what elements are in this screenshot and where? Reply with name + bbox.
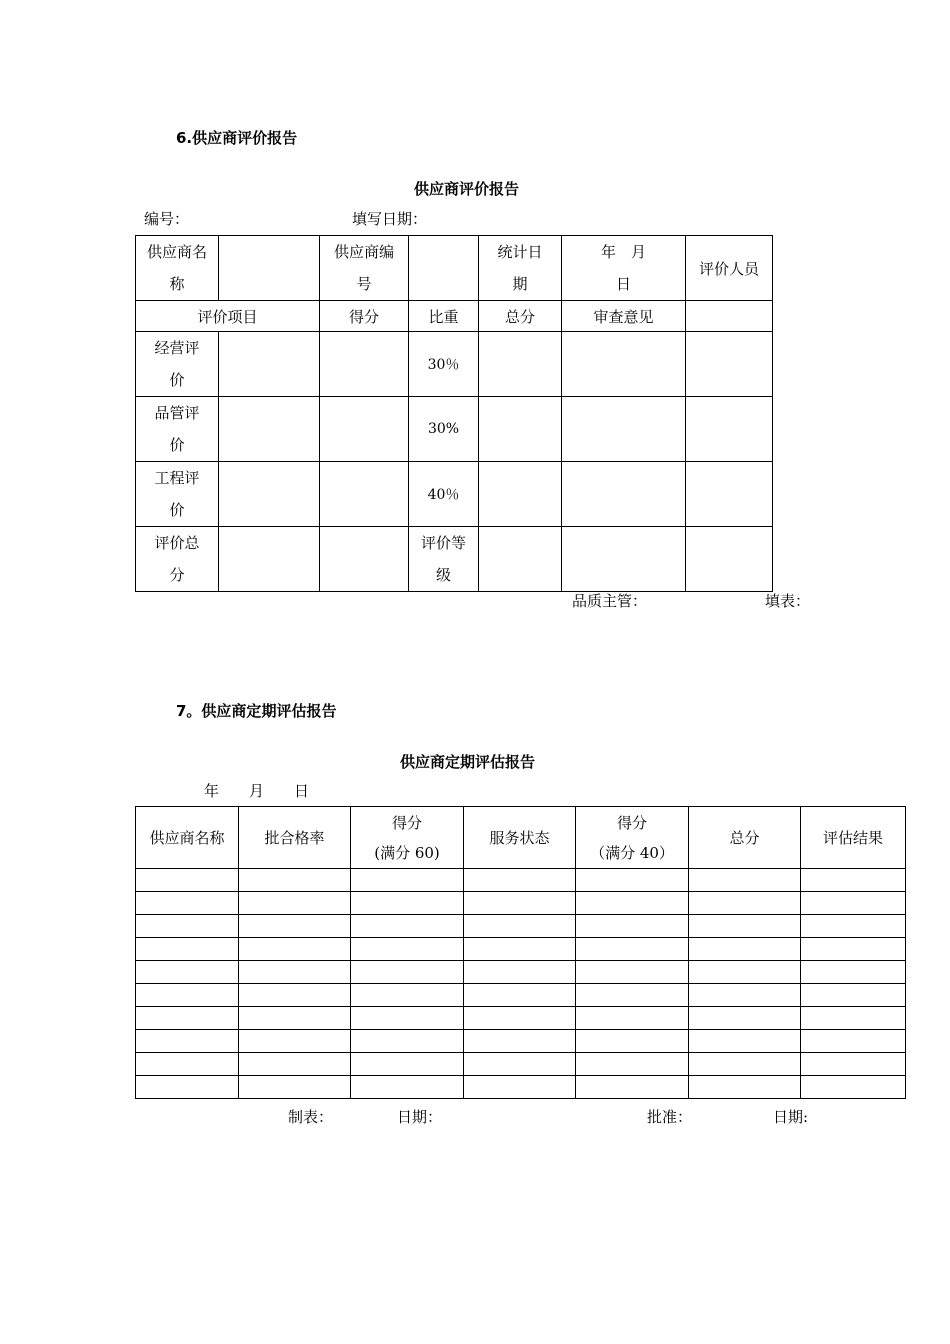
table-row	[136, 807, 906, 869]
score40-cell[interactable]	[576, 938, 689, 961]
result-header: 评估结果	[801, 807, 906, 869]
score40-cell[interactable]	[576, 892, 689, 915]
score60-cell[interactable]	[351, 1053, 464, 1076]
date-label-1: 日期：	[397, 1108, 443, 1126]
row-label: 评价总 分	[136, 527, 219, 592]
review-cell[interactable]	[562, 462, 686, 527]
review-cell[interactable]	[562, 332, 686, 397]
periodic-assessment-table	[135, 806, 906, 1099]
table-row	[136, 938, 906, 961]
total-cell[interactable]	[689, 869, 801, 892]
score60-cell[interactable]	[351, 892, 464, 915]
table-row	[136, 301, 773, 332]
service-status-cell[interactable]	[464, 938, 576, 961]
result-cell[interactable]	[801, 984, 906, 1007]
result-cell[interactable]	[801, 1030, 906, 1053]
evaluator-cell[interactable]	[686, 462, 773, 527]
total-cell[interactable]	[689, 915, 801, 938]
total-cell[interactable]	[479, 332, 562, 397]
service-status-cell[interactable]	[464, 892, 576, 915]
service-status-cell[interactable]	[464, 1076, 576, 1099]
score-cell[interactable]	[320, 527, 409, 592]
section7-title: 供应商定期评估报告	[400, 753, 536, 771]
col-total-header: 总分	[479, 301, 562, 332]
pass-rate-cell[interactable]	[239, 984, 351, 1007]
table-row	[136, 1053, 906, 1076]
table-row	[136, 1030, 906, 1053]
score60-cell[interactable]	[351, 915, 464, 938]
weight-cell: 30％	[409, 332, 479, 397]
table-row	[136, 869, 906, 892]
supplier-name-cell[interactable]	[136, 938, 239, 961]
service-status-cell[interactable]	[464, 1007, 576, 1030]
approve-label: 批准：	[647, 1108, 693, 1126]
table-row	[136, 397, 773, 462]
service-status-cell[interactable]	[464, 915, 576, 938]
score60-cell[interactable]	[351, 869, 464, 892]
total-cell[interactable]	[689, 961, 801, 984]
section6-heading: 6.供应商评价报告	[176, 129, 298, 147]
evaluator-cell[interactable]	[686, 332, 773, 397]
supplier-name-cell[interactable]	[136, 1053, 239, 1076]
pass-rate-cell[interactable]	[239, 938, 351, 961]
table-row	[136, 1076, 906, 1099]
score40-cell[interactable]	[576, 961, 689, 984]
filler-label: 填表：	[765, 592, 811, 610]
weight-cell: 40％	[409, 462, 479, 527]
result-cell[interactable]	[801, 961, 906, 984]
score40-cell[interactable]	[576, 1007, 689, 1030]
service-status-header: 服务状态	[464, 807, 576, 869]
score60-cell[interactable]	[351, 1076, 464, 1099]
result-cell[interactable]	[801, 1007, 906, 1030]
evaluator-value[interactable]	[686, 301, 773, 332]
total-cell[interactable]	[689, 892, 801, 915]
total-cell[interactable]	[689, 1007, 801, 1030]
supplier-no-header: 供应商编 号	[320, 236, 409, 301]
review-cell[interactable]	[562, 397, 686, 462]
pass-rate-cell[interactable]	[239, 915, 351, 938]
total-header: 总分	[689, 807, 801, 869]
score-cell[interactable]	[320, 462, 409, 527]
total-cell[interactable]	[479, 527, 562, 592]
table-row	[136, 332, 773, 397]
total-cell[interactable]	[689, 938, 801, 961]
made-by-label: 制表：	[288, 1108, 334, 1126]
supplier-name-cell[interactable]	[136, 1007, 239, 1030]
row-label: 经营评 价	[136, 332, 219, 397]
result-cell[interactable]	[801, 1076, 906, 1099]
supplier-name-cell[interactable]	[136, 869, 239, 892]
supplier-name-cell[interactable]	[136, 984, 239, 1007]
qa-supervisor-label: 品质主管：	[572, 592, 648, 610]
score60-header: 得分 (满分 60)	[351, 807, 464, 869]
table-row	[136, 527, 773, 592]
weight-cell: 30%	[409, 397, 479, 462]
pass-rate-cell[interactable]	[239, 1007, 351, 1030]
supplier-no-value[interactable]	[409, 236, 479, 301]
service-status-cell[interactable]	[464, 1030, 576, 1053]
pass-rate-cell[interactable]	[239, 1030, 351, 1053]
section7-heading: 7。供应商定期评估报告	[176, 702, 337, 720]
total-cell[interactable]	[689, 1030, 801, 1053]
score60-cell[interactable]	[351, 961, 464, 984]
table-row	[136, 961, 906, 984]
col-item-header: 评价项目	[136, 301, 320, 332]
service-status-cell[interactable]	[464, 961, 576, 984]
total-cell[interactable]	[479, 462, 562, 527]
result-cell[interactable]	[801, 915, 906, 938]
supplier-name-value[interactable]	[219, 236, 320, 301]
stat-date-header: 统计日 期	[479, 236, 562, 301]
supplier-name-cell[interactable]	[136, 1076, 239, 1099]
pass-rate-cell[interactable]	[239, 869, 351, 892]
total-cell[interactable]	[689, 984, 801, 1007]
supplier-evaluation-table	[135, 235, 773, 592]
score60-cell[interactable]	[351, 984, 464, 1007]
score40-cell[interactable]	[576, 1053, 689, 1076]
supplier-name-cell[interactable]	[136, 892, 239, 915]
result-cell[interactable]	[801, 892, 906, 915]
result-cell[interactable]	[801, 938, 906, 961]
report-date-line: 年 月 日	[204, 782, 310, 800]
service-status-cell[interactable]	[464, 1053, 576, 1076]
fill-date-label: 填写日期：	[352, 210, 428, 228]
supplier-name-header: 供应商名称	[136, 807, 239, 869]
score60-cell[interactable]	[351, 1030, 464, 1053]
number-label: 编号：	[144, 210, 190, 228]
table-row	[136, 236, 773, 301]
stat-date-value: 年 月 日	[562, 236, 686, 301]
evaluator-cell[interactable]	[686, 397, 773, 462]
row-label: 品管评 价	[136, 397, 219, 462]
pass-rate-cell[interactable]	[239, 1076, 351, 1099]
score60-cell[interactable]	[351, 1007, 464, 1030]
col-review-header: 审查意见	[562, 301, 686, 332]
table-row	[136, 892, 906, 915]
supplier-name-header: 供应商名 称	[136, 236, 219, 301]
total-cell[interactable]	[689, 1076, 801, 1099]
score40-header: 得分 （满分 40）	[576, 807, 689, 869]
total-cell[interactable]	[689, 1053, 801, 1076]
pass-rate-cell[interactable]	[239, 892, 351, 915]
item-cell[interactable]	[219, 527, 320, 592]
pass-rate-cell[interactable]	[239, 1053, 351, 1076]
grade-label: 评价等 级	[409, 527, 479, 592]
table-row	[136, 915, 906, 938]
score40-cell[interactable]	[576, 915, 689, 938]
service-status-cell[interactable]	[464, 869, 576, 892]
table-row	[136, 1007, 906, 1030]
table-row	[136, 984, 906, 1007]
supplier-name-cell[interactable]	[136, 1030, 239, 1053]
col-score-header: 得分	[320, 301, 409, 332]
supplier-name-cell[interactable]	[136, 915, 239, 938]
result-cell[interactable]	[801, 1053, 906, 1076]
score-cell[interactable]	[320, 332, 409, 397]
score40-cell[interactable]	[576, 1030, 689, 1053]
result-cell[interactable]	[801, 869, 906, 892]
item-cell[interactable]	[219, 397, 320, 462]
review-cell[interactable]	[562, 527, 686, 592]
date-label-2: 日期:	[773, 1108, 809, 1126]
col-weight-header: 比重	[409, 301, 479, 332]
table-row	[136, 462, 773, 527]
total-cell[interactable]	[479, 397, 562, 462]
service-status-cell[interactable]	[464, 984, 576, 1007]
item-cell[interactable]	[219, 462, 320, 527]
score60-cell[interactable]	[351, 938, 464, 961]
score-cell[interactable]	[320, 397, 409, 462]
evaluator-cell[interactable]	[686, 527, 773, 592]
supplier-name-cell[interactable]	[136, 961, 239, 984]
section6-title: 供应商评价报告	[414, 180, 520, 198]
score40-cell[interactable]	[576, 869, 689, 892]
pass-rate-cell[interactable]	[239, 961, 351, 984]
evaluator-header: 评价人员	[686, 236, 773, 301]
row-label: 工程评 价	[136, 462, 219, 527]
score40-cell[interactable]	[576, 1076, 689, 1099]
score40-cell[interactable]	[576, 984, 689, 1007]
item-cell[interactable]	[219, 332, 320, 397]
pass-rate-header: 批合格率	[239, 807, 351, 869]
